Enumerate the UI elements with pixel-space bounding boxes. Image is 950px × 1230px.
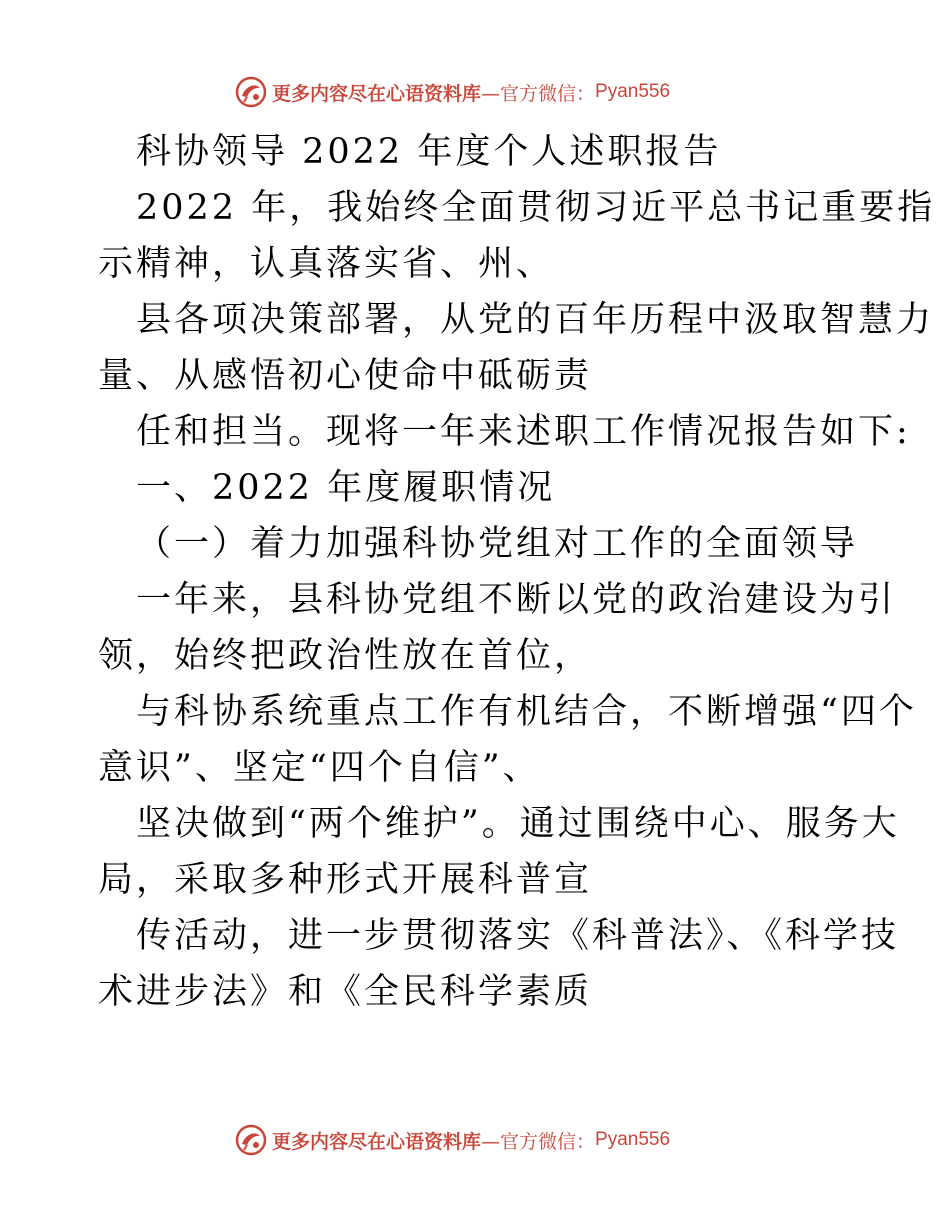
paragraph-line: 县各项决策部署，从党的百年历程中汲取智慧力 xyxy=(136,300,935,340)
paragraph-line: 示精神，认真落实省、州、 xyxy=(98,244,555,284)
document-body xyxy=(98,124,936,1020)
banner-official-text: —官方微信： xyxy=(481,82,596,105)
paragraph-line: 坚决做到“两个维护”。通过围绕中心、服务大 xyxy=(136,804,900,844)
paragraph-line: 一年来，县科协党组不断以党的政治建设为引 xyxy=(136,580,897,620)
subsection-heading: （一）着力加强科协党组对工作的全面领导 xyxy=(136,524,859,564)
banner-brand-text: 更多内容尽在心语资料库 xyxy=(272,1130,482,1153)
paragraph-line: 局，采取多种形式开展科普宣 xyxy=(98,860,593,900)
paragraph-line: 意识”、坚定“四个自信”、 xyxy=(98,748,541,788)
banner-wechat-id: Pyan556 xyxy=(595,81,671,102)
footer-banner xyxy=(234,1122,670,1158)
paragraph-line: 传活动，进一步贯彻落实《科普法》、《科学技 xyxy=(136,916,900,956)
banner-brand-text: 更多内容尽在心语资料库 xyxy=(272,82,482,105)
document-title: 科协领导 2022 年度个人述职报告 xyxy=(136,132,722,172)
header-banner xyxy=(234,74,670,110)
paragraph-line: 领，始终把政治性放在首位， xyxy=(98,636,593,676)
banner-wechat-id: Pyan556 xyxy=(595,1129,671,1150)
swirl-pen-logo-icon xyxy=(234,1123,268,1157)
banner-official-text: —官方微信： xyxy=(481,1130,596,1153)
section-heading: 一、2022 年度履职情况 xyxy=(136,468,556,508)
paragraph-line: 任和担当。现将一年来述职工作情况报告如下: xyxy=(136,412,911,452)
paragraph-line: 术进步法》和《全民科学素质 xyxy=(98,972,593,1012)
swirl-pen-logo-icon xyxy=(234,75,268,109)
paragraph-line: 与科协系统重点工作有机结合，不断增强“四个 xyxy=(136,692,917,732)
paragraph-line: 量、从感悟初心使命中砥砺责 xyxy=(98,356,593,396)
paragraph-line: 2022 年，我始终全面贯彻习近平总书记重要指 xyxy=(136,188,936,228)
